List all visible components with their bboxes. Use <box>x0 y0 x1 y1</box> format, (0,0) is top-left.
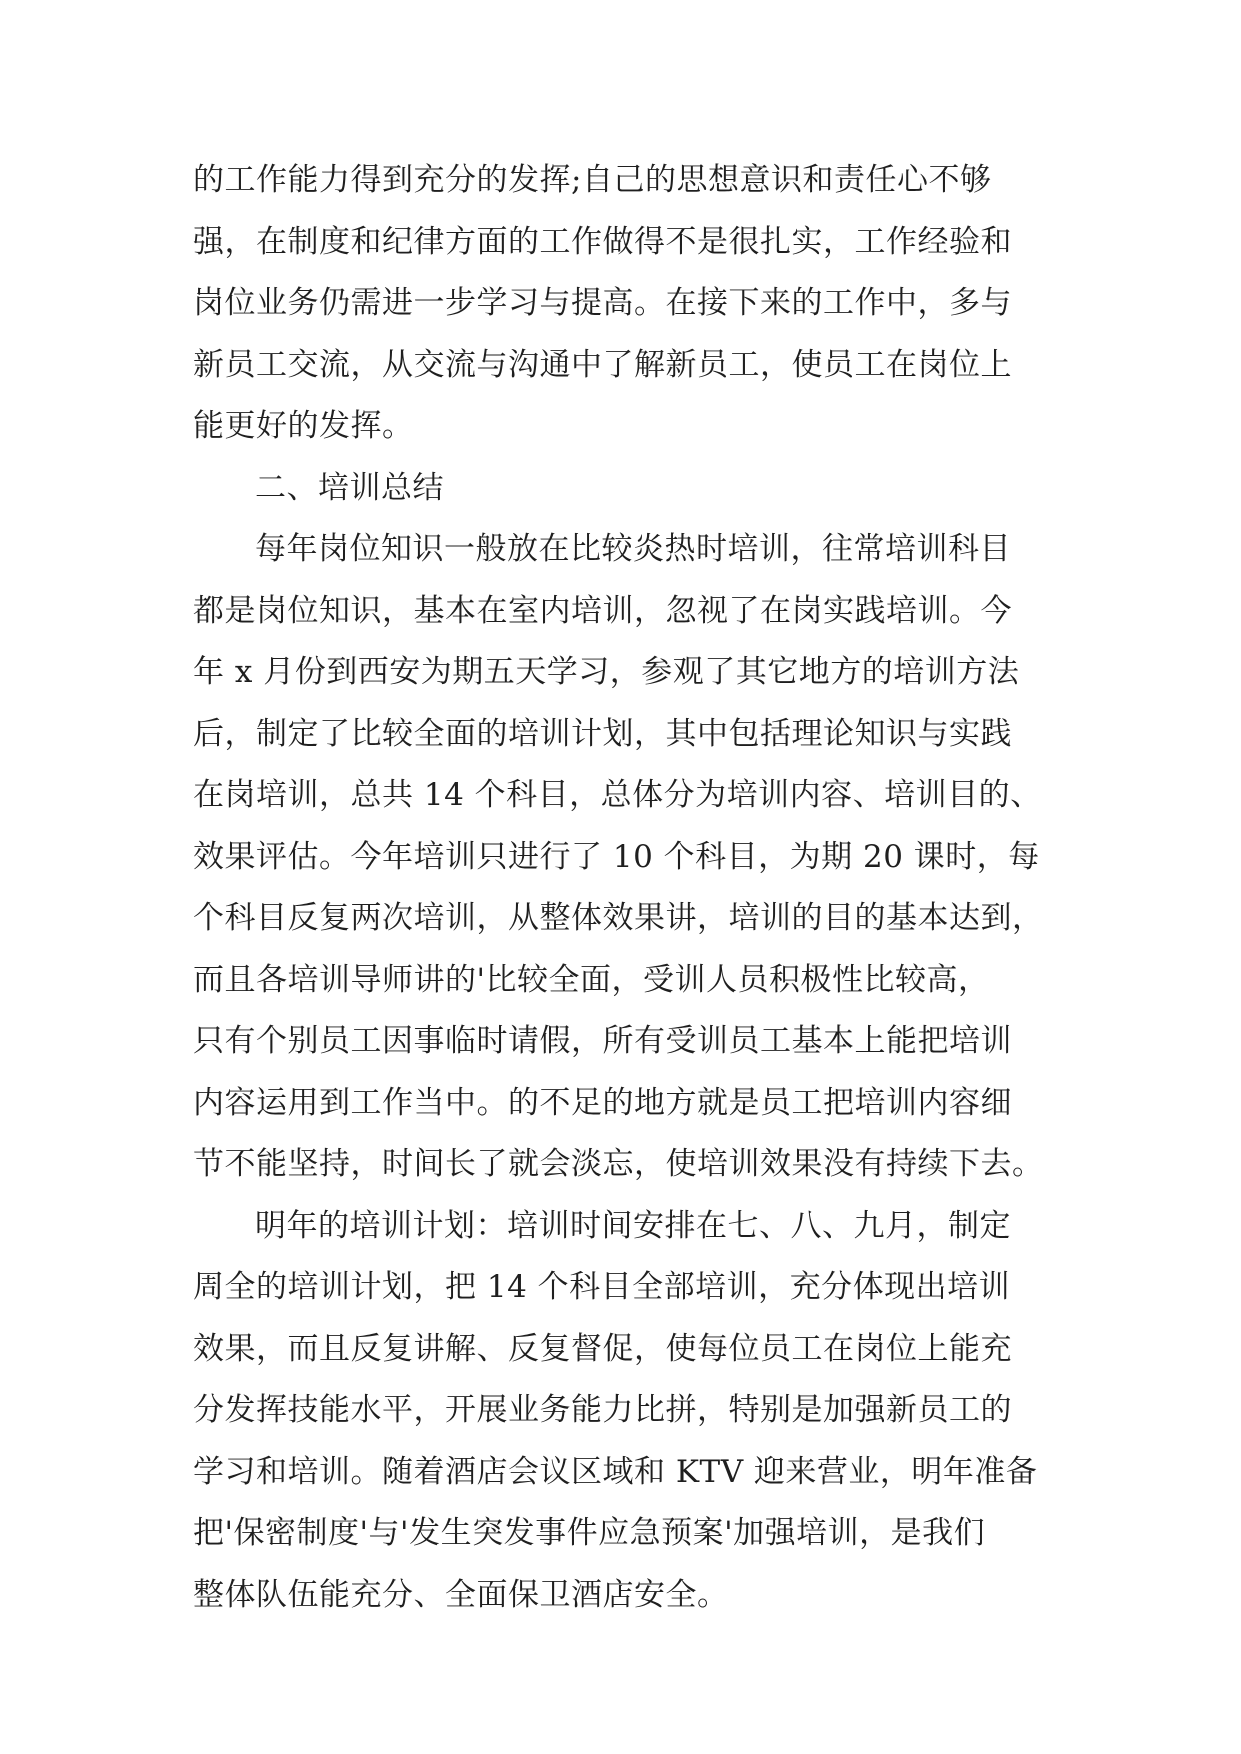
paragraph-line: 内容运用到工作当中。的不足的地方就是员工把培训内容细 <box>193 1084 1012 1121</box>
paragraph-line: 效果评估。今年培训只进行了 10 个科目，为期 20 课时，每 <box>193 838 1040 875</box>
paragraph-line: 学习和培训。随着酒店会议区域和 KTV 迎来营业，明年准备 <box>193 1453 1038 1490</box>
paragraph-line: 强，在制度和纪律方面的工作做得不是很扎实，工作经验和 <box>193 223 1012 260</box>
paragraph-line-indented: 明年的培训计划：培训时间安排在七、八、九月，制定 <box>255 1207 1011 1244</box>
paragraph-line: 在岗培训，总共 14 个科目，总体分为培训内容、培训目的、 <box>193 777 1042 813</box>
paragraph-line: 周全的培训计划，把 14 个科目全部培训，充分体现出培训 <box>193 1269 1011 1305</box>
paragraph-line: 效果，而且反复讲解、反复督促，使每位员工在岗位上能充 <box>193 1330 1012 1367</box>
paragraph-line: 分发挥技能水平，开展业务能力比拼，特别是加强新员工的 <box>193 1392 1012 1428</box>
document-body <box>193 150 1063 1626</box>
paragraph-line: 岗位业务仍需进一步学习与提高。在接下来的工作中，多与 <box>193 285 1012 321</box>
paragraph-line: 年 x 月份到西安为期五天学习，参观了其它地方的培训方法 <box>193 654 1020 690</box>
paragraph-line: 整体队伍能充分、全面保卫酒店安全。 <box>193 1576 729 1613</box>
paragraph-line: 的工作能力得到充分的发挥;自己的思想意识和责任心不够 <box>193 162 992 198</box>
paragraph-line: 都是岗位知识，基本在室内培训，忽视了在岗实践培训。今 <box>193 592 1012 629</box>
paragraph-line-indented: 二、培训总结 <box>255 469 444 506</box>
paragraph-line: 只有个别员工因事临时请假，所有受训员工基本上能把培训 <box>193 1023 1012 1059</box>
paragraph-line: 而且各培训导师讲的'比较全面，受训人员积极性比较高， <box>193 961 990 998</box>
paragraph-line: 个科目反复两次培训，从整体效果讲，培训的目的基本达到， <box>193 900 1044 936</box>
paragraph-line: 把'保密制度'与'发生突发事件应急预案'加强培训，是我们 <box>193 1515 986 1551</box>
paragraph-line: 节不能坚持，时间长了就会淡忘，使培训效果没有持续下去。 <box>193 1146 1044 1182</box>
paragraph-line-indented: 每年岗位知识一般放在比较炎热时培训，往常培训科目 <box>255 531 1011 567</box>
paragraph-line: 新员工交流，从交流与沟通中了解新员工，使员工在岗位上 <box>193 346 1012 383</box>
paragraph-line: 后，制定了比较全面的培训计划，其中包括理论知识与实践 <box>193 715 1012 752</box>
paragraph-line: 能更好的发挥。 <box>193 408 414 444</box>
